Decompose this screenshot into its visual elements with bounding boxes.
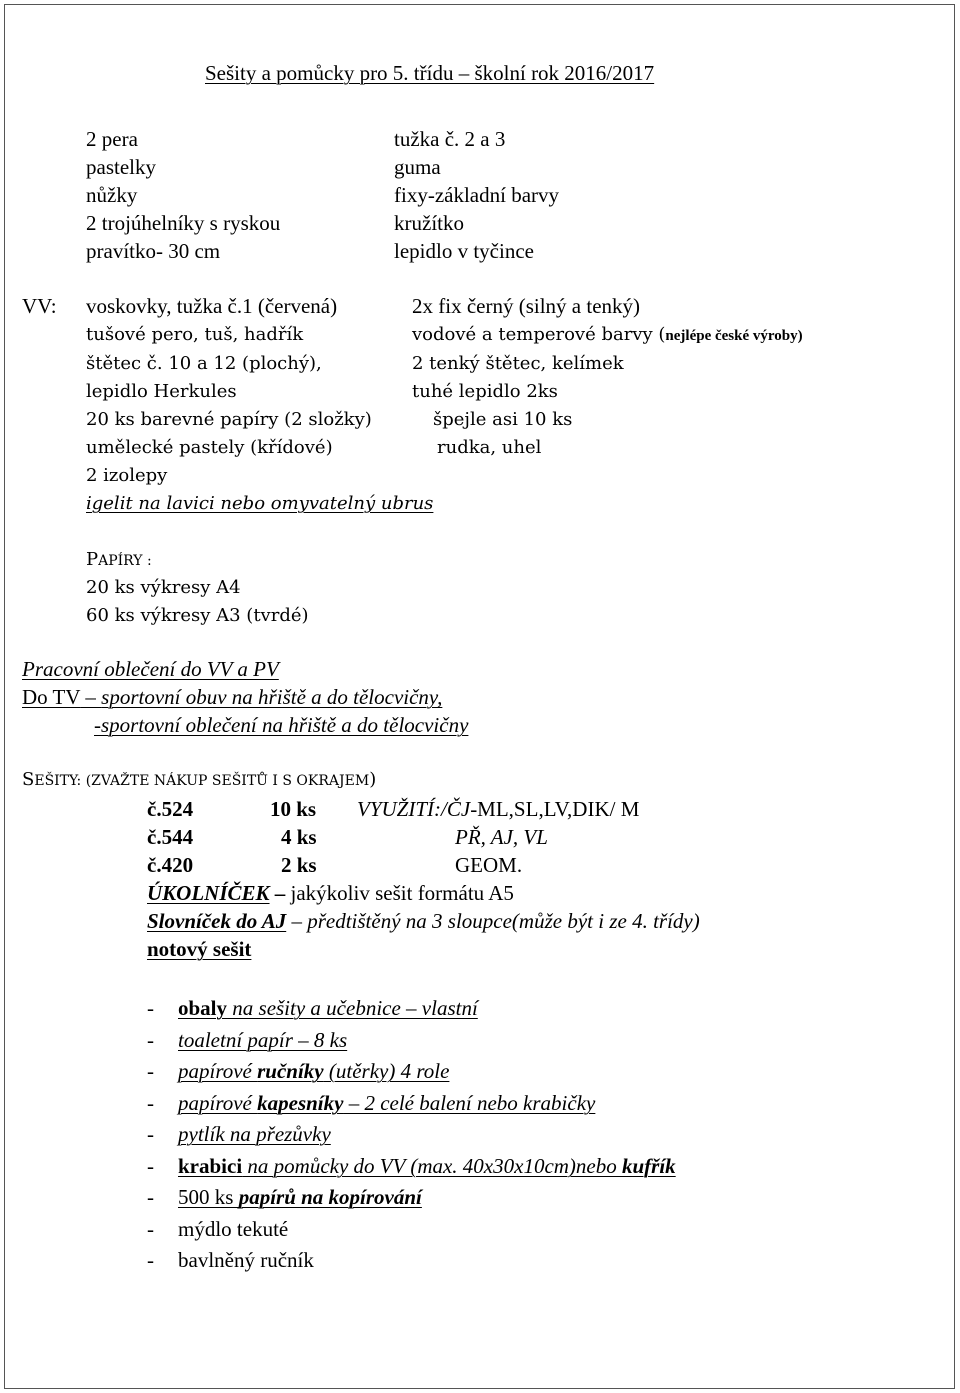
notebook-code: č.544 — [147, 825, 194, 849]
list-dash: - — [147, 996, 154, 1020]
ukolnicek-line: ÚKOLNÍČEK – jakýkoliv sešit formátu A5 — [147, 881, 514, 905]
clothing-line: -sportovní oblečení na hřiště a do tělocvičny — [94, 713, 469, 737]
slovnicek-line: Slovníček do AJ – předtištěný na 3 sloupce(může být i ze 4. třídy) — [147, 909, 700, 933]
list-item: 500 ks papírů na kopírování — [178, 1185, 422, 1209]
basic-left-5: pravítko- 30 cm — [86, 239, 221, 263]
vv-item: vodové a temperové barvy (nejlépe české výroby) — [412, 324, 803, 345]
list-dash: - — [147, 1154, 154, 1178]
vv-item: rudka, uhel — [437, 437, 542, 458]
vv-item: štětec č. 10 a 12 (plochý), — [86, 353, 322, 374]
clothing-line: Do TV – sportovní obuv na hřiště a do tělocvičny, — [22, 685, 443, 709]
basic-right-2: guma — [394, 155, 441, 179]
vv-item: tuhé lepidlo 2ks — [412, 381, 558, 402]
basic-right-4: kružítko — [394, 211, 464, 235]
basic-right-3: fixy-základní barvy — [394, 183, 560, 207]
list-item: obaly na sešity a učebnice – vlastní — [178, 996, 478, 1020]
basic-left-4: 2 trojúhelníky s ryskou — [86, 211, 281, 235]
list-dash: - — [147, 1122, 154, 1146]
list-item: papírové ručníky (utěrky) 4 role — [178, 1059, 450, 1083]
vv-item-emphasis: igelit na lavici nebo omyvatelný ubrus — [86, 493, 434, 514]
notovy-sesit: notový sešit — [147, 937, 252, 961]
notebook-qty: 10 ks — [270, 797, 317, 821]
notebook-qty: 4 ks — [281, 825, 317, 849]
notebook-qty: 2 ks — [281, 853, 317, 877]
notebook-use: GEOM. — [455, 853, 523, 877]
list-item: krabici na pomůcky do VV (max. 40x30x10cm)nebo kufřík — [178, 1154, 676, 1178]
vv-label: VV: — [22, 294, 57, 318]
vv-item: umělecké pastely (křídové) — [86, 437, 333, 458]
papers-item: 20 ks výkresy A4 — [86, 577, 241, 598]
notebook-code: č.420 — [147, 853, 194, 877]
vv-item: 2 tenký štětec, kelímek — [412, 353, 624, 374]
vv-item: 2x fix černý (silný a tenký) — [412, 294, 641, 318]
notebook-use: VYUŽITÍ:/ČJ-ML,SL,LV,DIK/ M — [357, 797, 640, 821]
vv-item: tušové pero, tuš, hadřík — [86, 324, 304, 345]
basic-right-5: lepidlo v tyčince — [394, 239, 534, 263]
list-item: mýdlo tekuté — [178, 1217, 289, 1241]
list-item: papírové kapesníky – 2 celé balení nebo krabičky — [178, 1091, 596, 1115]
list-dash: - — [147, 1091, 154, 1115]
list-item: pytlík na přezůvky — [178, 1122, 331, 1146]
list-dash: - — [147, 1248, 154, 1272]
vv-item: špejle asi 10 ks — [433, 409, 573, 430]
basic-right-1: tužka č. 2 a 3 — [394, 127, 506, 151]
page-title: Sešity a pomůcky pro 5. třídu – školní rok 2016/2017 — [205, 61, 655, 85]
list-dash: - — [147, 1217, 154, 1241]
basic-left-1: 2 pera — [86, 127, 138, 151]
basic-left-3: nůžky — [86, 183, 138, 207]
basic-left-2: pastelky — [86, 155, 156, 179]
vv-item: 20 ks barevné papíry (2 složky) — [86, 409, 372, 430]
list-dash: - — [147, 1185, 154, 1209]
vv-item: voskovky, tužka č.1 (červená) — [86, 294, 338, 318]
notebook-code: č.524 — [147, 797, 194, 821]
vv-item: 2 izolepy — [86, 465, 168, 486]
list-dash: - — [147, 1028, 154, 1052]
notebook-use: PŘ, AJ, VL — [455, 825, 548, 849]
list-item: toaletní papír – 8 ks — [178, 1028, 348, 1052]
clothing-line: Pracovní oblečení do VV a PV — [22, 657, 279, 681]
papers-heading: PAPÍRY : — [86, 549, 152, 570]
notebooks-heading: SEŠITY: (ZVAŽTE NÁKUP SEŠITŮ I S OKRAJEM) — [22, 769, 377, 790]
papers-item: 60 ks výkresy A3 (tvrdé) — [86, 605, 309, 626]
list-dash: - — [147, 1059, 154, 1083]
vv-item: lepidlo Herkules — [86, 381, 237, 402]
list-item: bavlněný ručník — [178, 1248, 314, 1272]
